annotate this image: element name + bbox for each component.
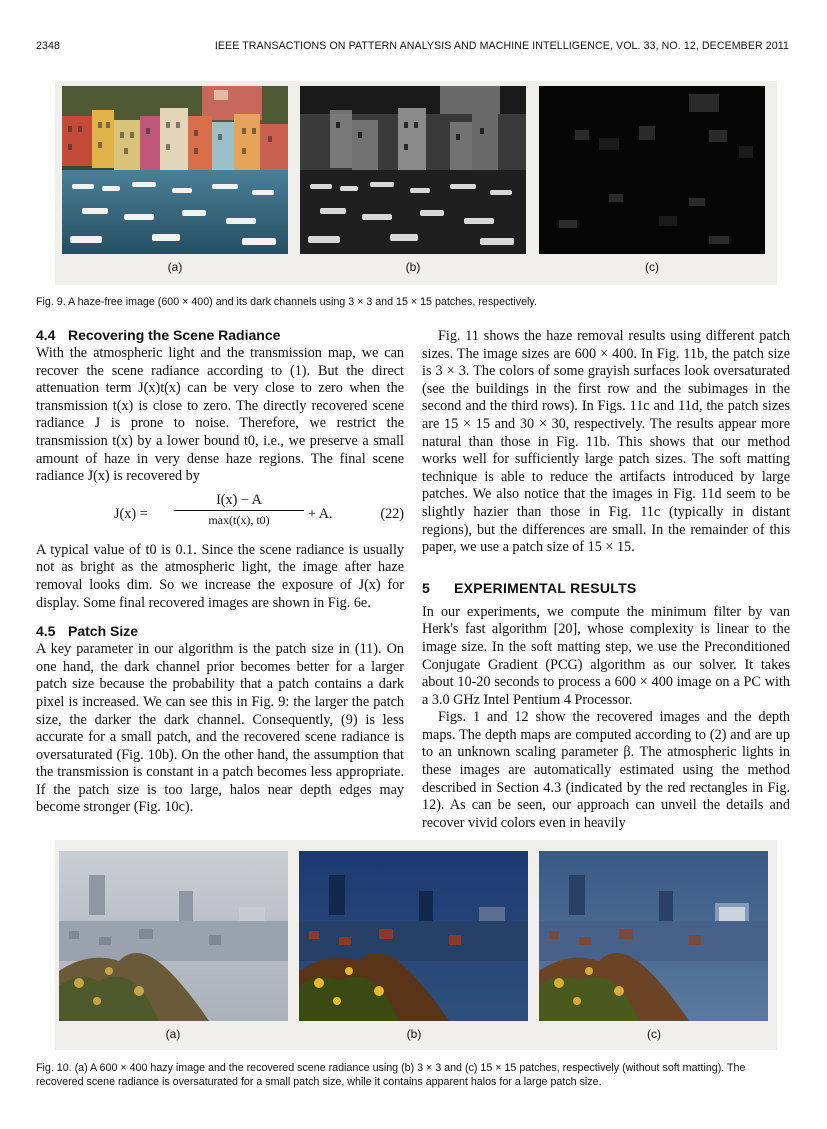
fig9-image-a-harbor-color	[62, 86, 288, 254]
equation-22-lhs: J(x) =	[114, 505, 148, 522]
section-4-5-number: 4.5	[36, 623, 56, 640]
fig10-label-c: (c)	[647, 1027, 661, 1041]
section-4-4-heading	[36, 326, 404, 345]
fig9-label-a: (a)	[167, 260, 183, 274]
equation-22-fraction	[174, 492, 304, 530]
paragraph-right-1: Fig. 11 shows the haze removal results using different patch sizes. The image sizes are 600 × 400. In Fig. 11b, the patch size is 3 × 3. The colors of some grayish surfaces look oversaturated (see the buildings in the first row and the subimages in the second and the third rows). In Figs. 11c and 11d, the patch sizes are 15 × 15 and 30 × 30, respectively. The results appear more natural than those in Fig. 11b. This shows that our method works well for sufficiently large patch sizes. The soft matting technique is able to reduce the artifacts introduced by large patches. We also notice that the images in Fig. 11d seem to be slightly hazier than those in Fig. 11c (typically in distant regions), but the differences are small. In the remainder of this paper, we use a patch size of 15 × 15.	[422, 328, 790, 556]
section-4-4-title: Recovering the Scene Radiance	[68, 327, 281, 343]
paragraph-5-1: In our experiments, we compute the minimum filter by van Herk's fast algorithm [20], whose complexity is linear to the image size. In the soft matting step, we use the Preconditioned Conjugate Gradient (PCG) algorithm as our solver. It takes about 10-20 seconds to process a 600 × 400 image on a PC with a 3.0 GHz Intel Pentium 4 Processor.	[422, 603, 790, 708]
fig9-label-c: (c)	[645, 260, 659, 274]
page-number: 2348	[36, 40, 60, 52]
equation-22-number: (22)	[380, 505, 404, 522]
journal-header: IEEE TRANSACTIONS ON PATTERN ANALYSIS AND MACHINE INTELLIGENCE, VOL. 33, NO. 12, DECEMBER 2011	[214, 40, 789, 52]
fig10-image-c-recovered-15x15	[539, 851, 768, 1021]
fig10-label-b: (b)	[406, 1027, 422, 1041]
fig9-image-c-dark-channel-15x15	[539, 86, 765, 254]
equation-22-rhs: + A.	[308, 505, 333, 522]
equation-22-numerator: I(x) − A	[174, 492, 304, 512]
fig10-image-b-recovered-3x3	[299, 851, 528, 1021]
left-column	[36, 326, 404, 817]
fig10-label-a: (a)	[165, 1027, 181, 1041]
fig10-caption: Fig. 10. (a) A 600 × 400 hazy image and the recovered scene radiance using (b) 3 × 3 and (c) 15 × 15 patches, respectively (without soft matting). The recovered scene radiance is oversaturated for a small patch size, while it contains apparent halos for a large patch size.	[36, 1062, 746, 1088]
section-5-heading	[422, 579, 790, 598]
equation-22-denominator: max(t(x), t0)	[208, 513, 270, 528]
paragraph-5-2: Figs. 1 and 12 show the recovered images and the depth maps. The depth maps are computed according to (2) and are up to an unknown scaling parameter β. The atmospheric lights in these images are automatically estimated using the method described in Section 4.3 (indicated by the red rectangles in Fig. 12). As can be seen, our approach can unveil the details and recover vivid colors even in heavily	[422, 709, 790, 831]
fig9-image-b-dark-channel-3x3	[300, 86, 526, 254]
fig9-label-b: (b)	[405, 260, 421, 274]
right-column	[422, 328, 790, 832]
section-4-4-number: 4.4	[36, 327, 56, 343]
section-5-number: 5	[422, 579, 431, 596]
paragraph-4-4-2: A typical value of t0 is 0.1. Since the scene radiance is usually not as bright as the atmospheric light, the image after haze removal looks dim. So we increase the exposure of J(x) for display. Some final recovered images are shown in Fig. 6e.	[36, 541, 404, 611]
section-4-5-heading	[36, 622, 404, 641]
paragraph-4-4-1: With the atmospheric light and the transmission map, we can recover the scene radiance according to (1). But the direct attenuation term J(x)t(x) can be very close to zero when the transmission t(x) is close to zero. The directly recovered scene radiance J is prone to noise. Therefore, we restrict the transmission t(x) by a lower bound t0, i.e., we preserve a small amount of haze in very dense haze regions. The final scene radiance J(x) is recovered by	[36, 345, 404, 485]
section-4-5-title: Patch Size	[68, 623, 139, 640]
paragraph-4-5-1: A key parameter in our algorithm is the patch size in (11). On one hand, the dark channel prior becomes better for a larger patch size because the probability that a patch contains a dark pixel is increased. We can see this in Fig. 9: the larger the patch size, the darker the dark channel. Consequently, (9) is less accurate for a small patch, and the recovered scene radiance is oversaturated (Fig. 10b). On the other hand, the assumption that the transmission is constant in a patch becomes less appropriate. If the patch size is too large, halos near depth edges may become stronger (Fig. 10c).	[36, 641, 404, 816]
fig10-image-a-hazy-city	[59, 851, 288, 1021]
equation-22	[36, 492, 404, 538]
section-5-title: EXPERIMENTAL RESULTS	[454, 579, 637, 596]
fig9-caption: Fig. 9. A haze-free image (600 × 400) and its dark channels using 3 × 3 and 15 × 15 patches, respectively.	[36, 296, 537, 308]
